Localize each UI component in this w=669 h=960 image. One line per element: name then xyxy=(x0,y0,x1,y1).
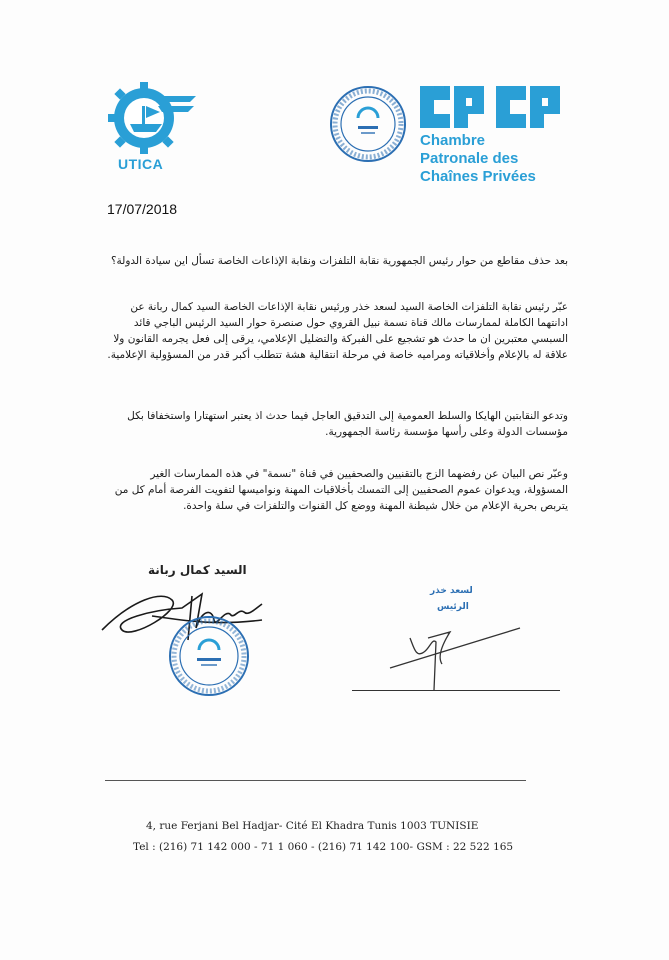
paragraph-title: بعد حذف مقاطع من حوار رئيس الجمهورية نقابة التلفزات ونقابة الإذاعات الخاصة تسأل اين سيادة الدولة؟ xyxy=(110,255,568,267)
right-signatory-title: الرئيس xyxy=(437,602,469,612)
chamber-line-2: Patronale des xyxy=(420,150,519,167)
right-signatory-name: لسعد خذر xyxy=(430,586,473,596)
chamber-line-1: Chambre xyxy=(420,132,486,149)
footer-divider xyxy=(105,780,526,781)
left-signatory-name: السيد كمال ربانة xyxy=(148,563,247,577)
paragraph-statement: وعبّر نص البيان عن رفضهما الزج بالتقنيين والصحفيين في قناة "نسمة" في هذه الممارسات الغير المسؤولة، ويدعوان عموم الصحفيين إلى التمسك بأخلاقيات المهنة ونواميسها لتفويت الفرصة أمام كل من يتربص بحرية الإعلام من خلال شيطنة المهنة ووضع كل القنوات والتلفزات في سلة واحدة. xyxy=(114,468,568,512)
utica-label: UTICA xyxy=(118,156,164,172)
letter-date: 17/07/2018 xyxy=(107,201,178,217)
signature-line xyxy=(352,690,560,691)
cpcp-logo-icon xyxy=(416,82,566,132)
footer-address: 4, rue Ferjani Bel Hadjar- Cité El Khadra Tunis 1003 TUNISIE xyxy=(146,820,479,832)
round-stamp-icon xyxy=(328,84,408,164)
footer-telephone: Tel : (216) 71 142 000 - 71 1 060 - (216) 71 142 100- GSM : 22 522 165 xyxy=(133,841,514,853)
chamber-name xyxy=(420,132,600,185)
paragraph-call: وتدعو النقابتين الهايكا والسلط العمومية إلى التدقيق العاجل فيما حدث اذ يعتبر استهتارا واستخفافا بكل مؤسسات الدولة وعلى رأسها مؤسسة رئاسة الجمهورية. xyxy=(127,410,568,438)
paragraph-condemnation: عبّر رئيس نقابة التلفزات الخاصة السيد لسعد خذر ورئيس نقابة الإذاعات الخاصة السيد كمال ربانة عن ادانتهما الكاملة لممارسات مالك قناة نسمة نبيل القروي حول صنصرة حوار السيد الرئيس الباجي قائد السبسي معتبرين ان ما حدث هو تشجيع على الفبركة والتضليل الإعلامي، يرقى إلى فعل يجرمه القانون ولا علاقة له بالإعلام وأخلاقياته ومراميه خاصة في مرحلة انتقالية هشة تتطلب أكبر قدر من المسؤولية الإعلامية. xyxy=(107,301,568,361)
chamber-line-3: Chaînes Privées xyxy=(420,168,536,185)
bottom-round-stamp-icon xyxy=(167,614,251,698)
right-signature-icon xyxy=(380,608,540,698)
